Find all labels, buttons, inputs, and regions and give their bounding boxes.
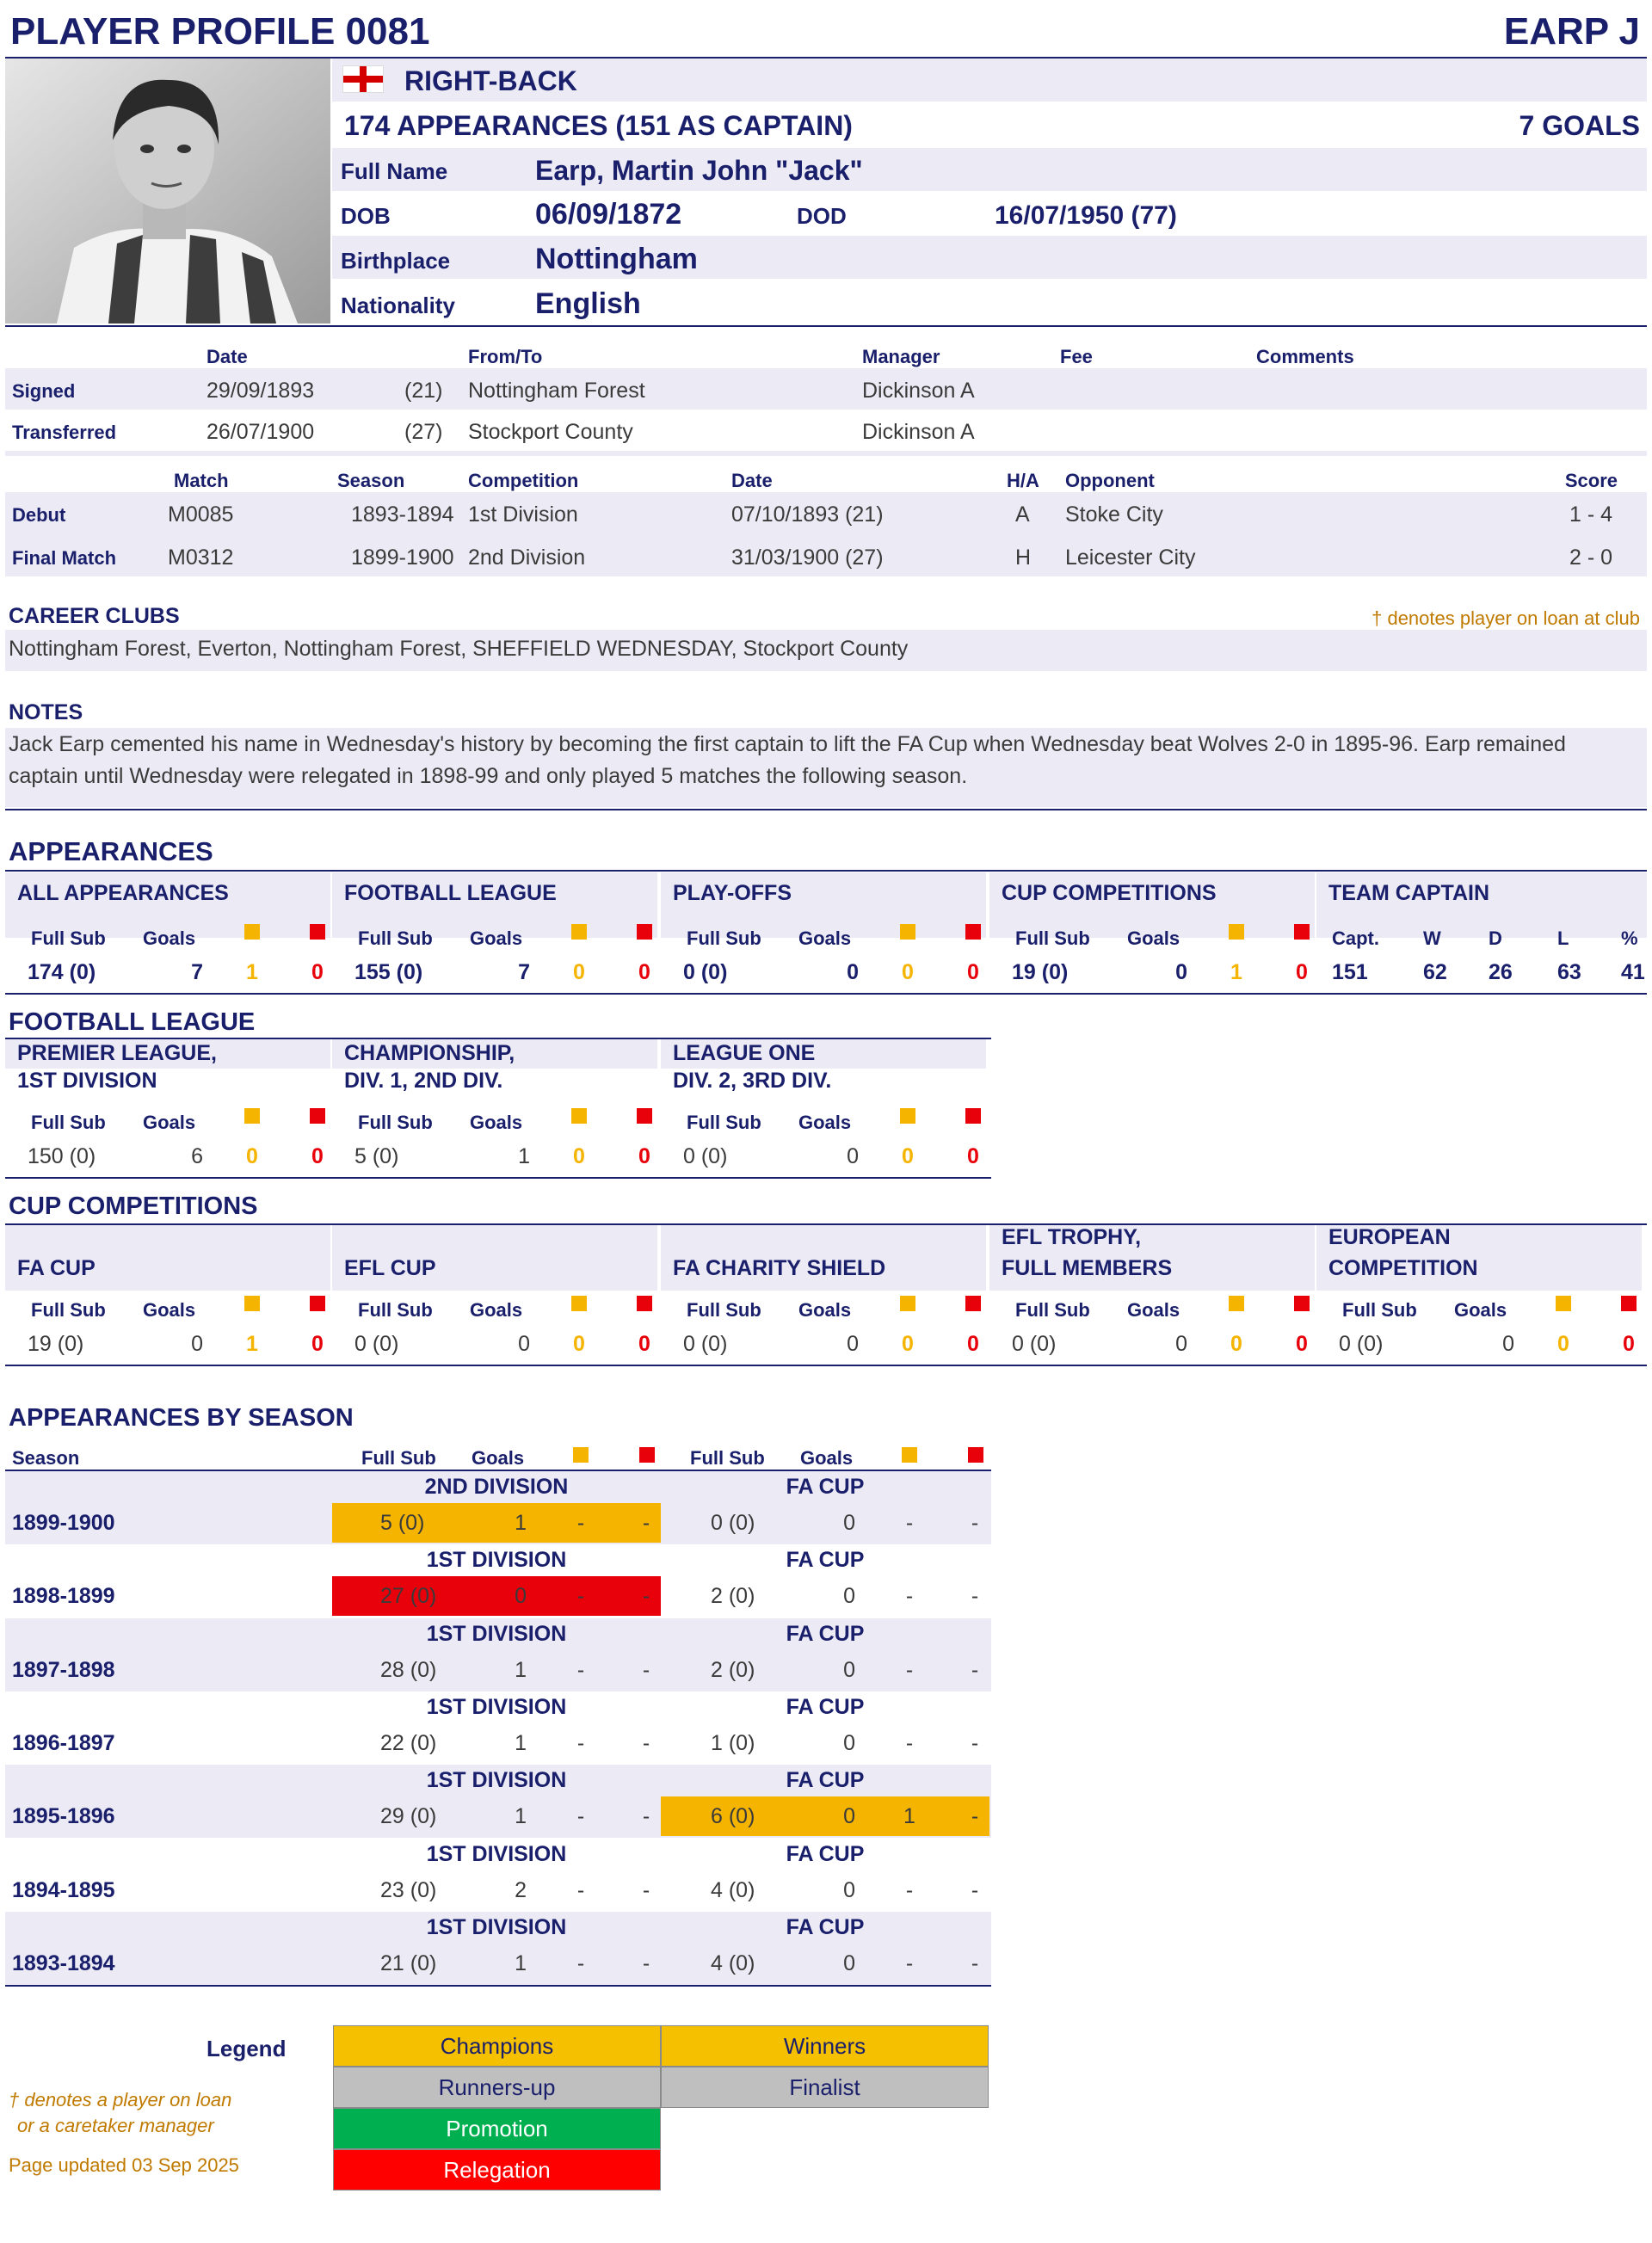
captain-d-header: D <box>1489 927 1502 949</box>
career-loan-note: † denotes player on loan at club <box>1372 607 1640 629</box>
cup-fullsub-header: Full Sub <box>690 1447 765 1469</box>
cup-apps: 1 (0) <box>711 1730 755 1755</box>
stat-block-title: FOOTBALL LEAGUE <box>344 881 557 905</box>
captain-l-value: 63 <box>1557 960 1581 984</box>
fullsub-header: Full Sub <box>31 1112 106 1133</box>
apps-value: 174 (0) <box>28 960 96 984</box>
goals-value: 0 <box>1175 1332 1187 1356</box>
captain-d-value: 26 <box>1489 960 1513 984</box>
season-cup-name: FA CUP <box>786 1621 865 1646</box>
red-card-icon <box>968 1447 983 1463</box>
stat-block-title: 1ST DIVISION <box>17 1069 157 1093</box>
season-cup-name: FA CUP <box>786 1694 865 1719</box>
stat-block-title: FA CUP <box>17 1256 96 1280</box>
goals-value: 0 <box>847 1144 859 1168</box>
league-yellow: - <box>576 1730 585 1755</box>
league-apps: 5 (0) <box>380 1511 425 1535</box>
league-red: - <box>642 1584 650 1609</box>
red-cards-value: 0 <box>311 960 324 984</box>
stat-block-title: EFL CUP <box>344 1256 436 1280</box>
league-apps: 23 (0) <box>380 1877 437 1902</box>
captain-capt-value: 151 <box>1332 960 1368 984</box>
by-season-title: APPEARANCES BY SEASON <box>9 1404 354 1432</box>
red-card-icon <box>1294 924 1310 940</box>
final-ha: H <box>1015 545 1032 570</box>
yellow-card-icon <box>900 1296 915 1311</box>
league-yellow: - <box>576 1511 585 1535</box>
yellow-cards-value: 1 <box>246 960 258 984</box>
match-header-ha: H/A <box>1007 470 1039 491</box>
cup-red: - <box>971 1877 979 1902</box>
final-opponent: Leicester City <box>1065 545 1196 570</box>
apps-value: 0 (0) <box>354 1332 399 1356</box>
goals-value: 7 <box>191 960 203 984</box>
cup-apps: 4 (0) <box>711 1877 755 1902</box>
cup-red: - <box>971 1511 979 1535</box>
legend-runners-up: Runners-up <box>333 2067 661 2108</box>
fullsub-header: Full Sub <box>358 927 433 949</box>
transfer-age: (21) <box>404 379 443 403</box>
appearances-summary: 174 APPEARANCES (151 AS CAPTAIN) <box>344 110 853 141</box>
goals-value: 0 <box>847 960 859 984</box>
league-goals: 1 <box>515 1657 527 1682</box>
birthplace: Nottingham <box>535 243 698 275</box>
legend-champions: Champions <box>333 2025 661 2067</box>
england-flag-icon <box>342 65 384 93</box>
league-red: - <box>642 1804 650 1829</box>
goals-value: 7 <box>518 960 530 984</box>
legend-winners: Winners <box>661 2025 989 2067</box>
notes-title: NOTES <box>9 700 83 724</box>
league-red: - <box>642 1950 650 1975</box>
apps-value: 19 (0) <box>28 1332 84 1356</box>
legend-finalist: Finalist <box>661 2067 989 2108</box>
yellow-card-icon <box>573 1447 589 1463</box>
cup-apps: 2 (0) <box>711 1584 755 1609</box>
player-photo <box>5 59 330 324</box>
captain-w-header: W <box>1423 927 1441 949</box>
yellow-cards-value: 0 <box>1557 1332 1569 1356</box>
yellow-card-icon <box>900 924 915 940</box>
stat-block-title: FULL MEMBERS <box>1002 1256 1173 1280</box>
fullsub-header: Full Sub <box>358 1299 433 1321</box>
cup-red: - <box>971 1584 979 1609</box>
red-card-icon <box>639 1447 655 1463</box>
yellow-card-icon <box>571 1296 587 1311</box>
red-cards-value: 0 <box>1296 1332 1308 1356</box>
fullsub-header: Full Sub <box>687 927 761 949</box>
goals-value: 0 <box>847 1332 859 1356</box>
final-date: 31/03/1900 (27) <box>731 545 884 570</box>
red-cards-value: 0 <box>967 960 979 984</box>
red-cards-value: 0 <box>638 1144 650 1168</box>
season-col-header: Season <box>12 1447 80 1469</box>
notes-line-2: captain until Wednesday were relegated in 1898-99 and only played 5 matches the following season. <box>9 764 968 788</box>
goals-header: Goals <box>1127 927 1180 949</box>
yellow-card-icon <box>244 1108 260 1124</box>
goals-header: Goals <box>470 1299 523 1321</box>
cup-red: - <box>971 1730 979 1755</box>
legend-promotion: Promotion <box>333 2108 661 2149</box>
fullsub-header: Full Sub <box>1342 1299 1417 1321</box>
stat-block-title: EFL TROPHY, <box>1002 1225 1142 1249</box>
transfer-header-manager: Manager <box>862 346 940 367</box>
goals-header: Goals <box>798 1299 852 1321</box>
cup-goals: 0 <box>843 1950 855 1975</box>
debut-label: Debut <box>12 504 66 526</box>
full-name-label: Full Name <box>341 158 448 184</box>
legend-loan-note-2: or a caretaker manager <box>17 2115 214 2136</box>
season-cup-name: FA CUP <box>786 1768 865 1793</box>
league-goals: 0 <box>515 1584 527 1609</box>
stat-block-title: ALL APPEARANCES <box>17 881 229 905</box>
cup-red: - <box>971 1950 979 1975</box>
match-header-season: Season <box>337 470 405 491</box>
fullsub-header: Full Sub <box>1015 1299 1090 1321</box>
league-goals: 1 <box>515 1804 527 1829</box>
cup-competitions-title: CUP COMPETITIONS <box>9 1192 258 1220</box>
stat-block-title: PLAY-OFFS <box>673 881 792 905</box>
season-label: 1895-1896 <box>12 1804 115 1829</box>
red-cards-value: 0 <box>311 1144 324 1168</box>
season-league-name: 2ND DIVISION <box>424 1475 569 1499</box>
fullsub-header: Full Sub <box>31 927 106 949</box>
apps-value: 0 (0) <box>683 1332 728 1356</box>
transfer-manager: Dickinson A <box>862 379 975 403</box>
goals-header: Goals <box>1127 1299 1180 1321</box>
yellow-cards-value: 0 <box>902 1144 914 1168</box>
goals-header: Goals <box>1454 1299 1507 1321</box>
cup-goals: 0 <box>843 1804 855 1829</box>
season-cup-name: FA CUP <box>786 1914 865 1939</box>
goals-value: 0 <box>1175 960 1187 984</box>
league-goals: 2 <box>515 1877 527 1902</box>
red-card-icon <box>637 924 652 940</box>
red-card-icon <box>965 1108 981 1124</box>
transfer-date: 29/09/1893 <box>206 379 315 403</box>
season-league-name: 1ST DIVISION <box>426 1768 567 1793</box>
cup-red: - <box>971 1804 979 1829</box>
season-league-name: 1ST DIVISION <box>426 1841 567 1866</box>
cup-yellow: - <box>905 1877 914 1902</box>
red-card-icon <box>637 1296 652 1311</box>
season-league-name: 1ST DIVISION <box>426 1621 567 1646</box>
debut-season: 1893-1894 <box>351 502 454 527</box>
cup-goals: 0 <box>843 1511 855 1535</box>
legend-title: Legend <box>206 2036 287 2061</box>
stat-block-title: CHAMPIONSHIP, <box>344 1041 515 1065</box>
cup-red: - <box>971 1657 979 1682</box>
yellow-card-icon <box>1229 1296 1244 1311</box>
final-match-label: Final Match <box>12 547 117 569</box>
red-card-icon <box>1621 1296 1637 1311</box>
cup-goals: 0 <box>843 1584 855 1609</box>
red-cards-value: 0 <box>638 1332 650 1356</box>
stat-block-title: LEAGUE ONE <box>673 1041 816 1065</box>
red-cards-value: 0 <box>1296 960 1308 984</box>
transfer-age: (27) <box>404 420 443 444</box>
cup-yellow: - <box>905 1584 914 1609</box>
red-card-icon <box>637 1108 652 1124</box>
goals-value: 0 <box>518 1332 530 1356</box>
transfer-header-comments: Comments <box>1256 346 1354 367</box>
transfer-club: Stockport County <box>468 420 633 444</box>
yellow-cards-value: 1 <box>1230 960 1242 984</box>
stat-block-title: EUROPEAN <box>1328 1225 1451 1249</box>
final-season: 1899-1900 <box>351 545 454 570</box>
league-apps: 29 (0) <box>380 1804 437 1829</box>
career-clubs-list: Nottingham Forest, Everton, Nottingham Forest, SHEFFIELD WEDNESDAY, Stockport County <box>9 637 909 661</box>
cup-apps: 0 (0) <box>711 1511 755 1535</box>
fullsub-header: Full Sub <box>1015 927 1090 949</box>
cup-goals: 0 <box>843 1657 855 1682</box>
team-captain-title: TEAM CAPTAIN <box>1328 881 1490 905</box>
transfer-label: Transferred <box>12 422 117 443</box>
goals-value: 1 <box>518 1144 530 1168</box>
yellow-cards-value: 0 <box>573 1144 585 1168</box>
yellow-cards-value: 0 <box>573 960 585 984</box>
cup-yellow: - <box>905 1730 914 1755</box>
yellow-card-icon <box>900 1108 915 1124</box>
goals-value: 0 <box>191 1332 203 1356</box>
apps-value: 5 (0) <box>354 1144 399 1168</box>
captain-capt-header: Capt. <box>1332 927 1379 949</box>
match-header-competition: Competition <box>468 470 579 491</box>
cup-apps: 6 (0) <box>711 1804 755 1829</box>
apps-value: 150 (0) <box>28 1144 96 1168</box>
league-red: - <box>642 1877 650 1902</box>
legend-relegation: Relegation <box>333 2149 661 2191</box>
apps-value: 19 (0) <box>1012 960 1069 984</box>
fullsub-header: Full Sub <box>687 1299 761 1321</box>
transfer-header-fee: Fee <box>1060 346 1093 367</box>
debut-opponent: Stoke City <box>1065 502 1163 527</box>
captain-pct-value: 41 <box>1621 960 1645 984</box>
position: RIGHT-BACK <box>404 65 577 96</box>
season-label: 1897-1898 <box>12 1657 115 1682</box>
season-label: 1896-1897 <box>12 1730 115 1755</box>
apps-value: 0 (0) <box>683 1144 728 1168</box>
transfer-club: Nottingham Forest <box>468 379 645 403</box>
league-yellow: - <box>576 1657 585 1682</box>
apps-value: 155 (0) <box>354 960 423 984</box>
red-card-icon <box>965 1296 981 1311</box>
yellow-card-icon <box>902 1447 917 1463</box>
red-cards-value: 0 <box>1623 1332 1635 1356</box>
goals-header: Goals <box>470 1112 523 1133</box>
match-header-match: Match <box>174 470 229 491</box>
debut-ha: A <box>1015 502 1030 527</box>
cup-yellow: - <box>905 1950 914 1975</box>
dob-label: DOB <box>341 203 391 229</box>
cup-goals-header: Goals <box>800 1447 854 1469</box>
goals-value: 6 <box>191 1144 203 1168</box>
nationality: English <box>535 287 641 320</box>
dob: 06/09/1872 <box>535 198 682 231</box>
appearances-title: APPEARANCES <box>9 836 213 866</box>
red-card-icon <box>310 924 325 940</box>
yellow-cards-value: 1 <box>246 1332 258 1356</box>
transfer-manager: Dickinson A <box>862 420 975 444</box>
league-apps: 27 (0) <box>380 1584 437 1609</box>
league-apps: 21 (0) <box>380 1950 437 1975</box>
yellow-cards-value: 0 <box>246 1144 258 1168</box>
full-name: Earp, Martin John "Jack" <box>535 155 863 186</box>
red-cards-value: 0 <box>967 1332 979 1356</box>
cup-goals: 0 <box>843 1730 855 1755</box>
season-label: 1898-1899 <box>12 1584 115 1609</box>
league-red: - <box>642 1511 650 1535</box>
stat-block-title: CUP COMPETITIONS <box>1002 881 1217 905</box>
player-short-name: EARP J <box>1503 10 1640 52</box>
transfer-date: 26/07/1900 <box>206 420 315 444</box>
dod: 16/07/1950 (77) <box>995 201 1177 230</box>
captain-l-header: L <box>1557 927 1569 949</box>
league-goals: 1 <box>515 1511 527 1535</box>
yellow-cards-value: 0 <box>573 1332 585 1356</box>
league-apps: 22 (0) <box>380 1730 437 1755</box>
debut-date: 07/10/1893 (21) <box>731 502 884 527</box>
goals-summary: 7 GOALS <box>1519 110 1640 141</box>
season-league-name: 1ST DIVISION <box>426 1548 567 1573</box>
red-cards-value: 0 <box>638 960 650 984</box>
stat-block-title: DIV. 1, 2ND DIV. <box>344 1069 503 1093</box>
season-label: 1894-1895 <box>12 1877 115 1902</box>
match-header-score: Score <box>1564 470 1618 491</box>
red-card-icon <box>965 924 981 940</box>
league-red: - <box>642 1657 650 1682</box>
season-league-name: 1ST DIVISION <box>426 1694 567 1719</box>
season-label: 1899-1900 <box>12 1511 115 1535</box>
red-card-icon <box>310 1108 325 1124</box>
page-updated: Page updated 03 Sep 2025 <box>9 2154 239 2176</box>
transfer-label: Signed <box>12 380 76 402</box>
yellow-card-icon <box>244 1296 260 1311</box>
birthplace-label: Birthplace <box>341 248 451 274</box>
league-goals: 1 <box>515 1950 527 1975</box>
league-goals: 1 <box>515 1730 527 1755</box>
league-fullsub-header: Full Sub <box>361 1447 436 1469</box>
transfer-header-fromto: From/To <box>468 346 543 367</box>
goals-header: Goals <box>143 1299 196 1321</box>
league-apps: 28 (0) <box>380 1657 437 1682</box>
red-card-icon <box>1294 1296 1310 1311</box>
fullsub-header: Full Sub <box>31 1299 106 1321</box>
dod-label: DOD <box>797 203 847 229</box>
fullsub-header: Full Sub <box>687 1112 761 1133</box>
captain-pct-header: % <box>1621 927 1638 949</box>
cup-apps: 2 (0) <box>711 1657 755 1682</box>
goals-header: Goals <box>143 927 196 949</box>
season-cup-name: FA CUP <box>786 1841 865 1866</box>
match-header-date: Date <box>731 470 773 491</box>
career-clubs-title: CAREER CLUBS <box>9 604 180 628</box>
red-card-icon <box>310 1296 325 1311</box>
cup-yellow: 1 <box>903 1804 915 1829</box>
yellow-card-icon <box>244 924 260 940</box>
nationality-label: Nationality <box>341 293 455 318</box>
cup-yellow: - <box>905 1657 914 1682</box>
league-red: - <box>642 1730 650 1755</box>
stat-block-title: COMPETITION <box>1328 1256 1478 1280</box>
match-header-opponent: Opponent <box>1065 470 1155 491</box>
season-cup-name: FA CUP <box>786 1548 865 1573</box>
stat-block-title: FA CHARITY SHIELD <box>673 1256 886 1280</box>
yellow-card-icon <box>1556 1296 1571 1311</box>
yellow-cards-value: 0 <box>1230 1332 1242 1356</box>
fullsub-header: Full Sub <box>358 1112 433 1133</box>
league-yellow: - <box>576 1584 585 1609</box>
league-yellow: - <box>576 1804 585 1829</box>
goals-value: 0 <box>1502 1332 1514 1356</box>
captain-w-value: 62 <box>1423 960 1447 984</box>
stat-block-title: DIV. 2, 3RD DIV. <box>673 1069 832 1093</box>
legend-loan-note-1: † denotes a player on loan <box>9 2089 232 2111</box>
apps-value: 0 (0) <box>1012 1332 1057 1356</box>
red-cards-value: 0 <box>311 1332 324 1356</box>
cup-apps: 4 (0) <box>711 1950 755 1975</box>
apps-value: 0 (0) <box>683 960 728 984</box>
season-cup-name: FA CUP <box>786 1475 865 1499</box>
final-match: M0312 <box>168 545 234 570</box>
yellow-cards-value: 0 <box>902 1332 914 1356</box>
transfer-header-date: Date <box>206 346 248 367</box>
final-competition: 2nd Division <box>468 545 586 570</box>
apps-value: 0 (0) <box>1339 1332 1384 1356</box>
season-label: 1893-1894 <box>12 1950 115 1975</box>
cup-goals: 0 <box>843 1877 855 1902</box>
goals-header: Goals <box>470 927 523 949</box>
league-yellow: - <box>576 1877 585 1902</box>
yellow-card-icon <box>1229 924 1244 940</box>
debut-match: M0085 <box>168 502 234 527</box>
profile-title: PLAYER PROFILE 0081 <box>10 10 430 52</box>
league-yellow: - <box>576 1950 585 1975</box>
debut-competition: 1st Division <box>468 502 578 527</box>
season-league-name: 1ST DIVISION <box>426 1914 567 1939</box>
yellow-card-icon <box>571 1108 587 1124</box>
cup-yellow: - <box>905 1511 914 1535</box>
yellow-cards-value: 0 <box>902 960 914 984</box>
yellow-card-icon <box>571 924 587 940</box>
final-score: 2 - 0 <box>1569 545 1612 570</box>
debut-score: 1 - 4 <box>1569 502 1612 527</box>
stat-block-title: PREMIER LEAGUE, <box>17 1041 217 1065</box>
goals-header: Goals <box>143 1112 196 1133</box>
notes-line-1: Jack Earp cemented his name in Wednesday's history by becoming the first captain to lift the FA Cup when Wednesday beat Wolves 2-0 in 1895-96. Earp remained <box>9 732 1566 756</box>
red-cards-value: 0 <box>967 1144 979 1168</box>
goals-header: Goals <box>798 1112 852 1133</box>
football-league-title: FOOTBALL LEAGUE <box>9 1008 256 1036</box>
goals-header: Goals <box>798 927 852 949</box>
league-goals-header: Goals <box>472 1447 525 1469</box>
